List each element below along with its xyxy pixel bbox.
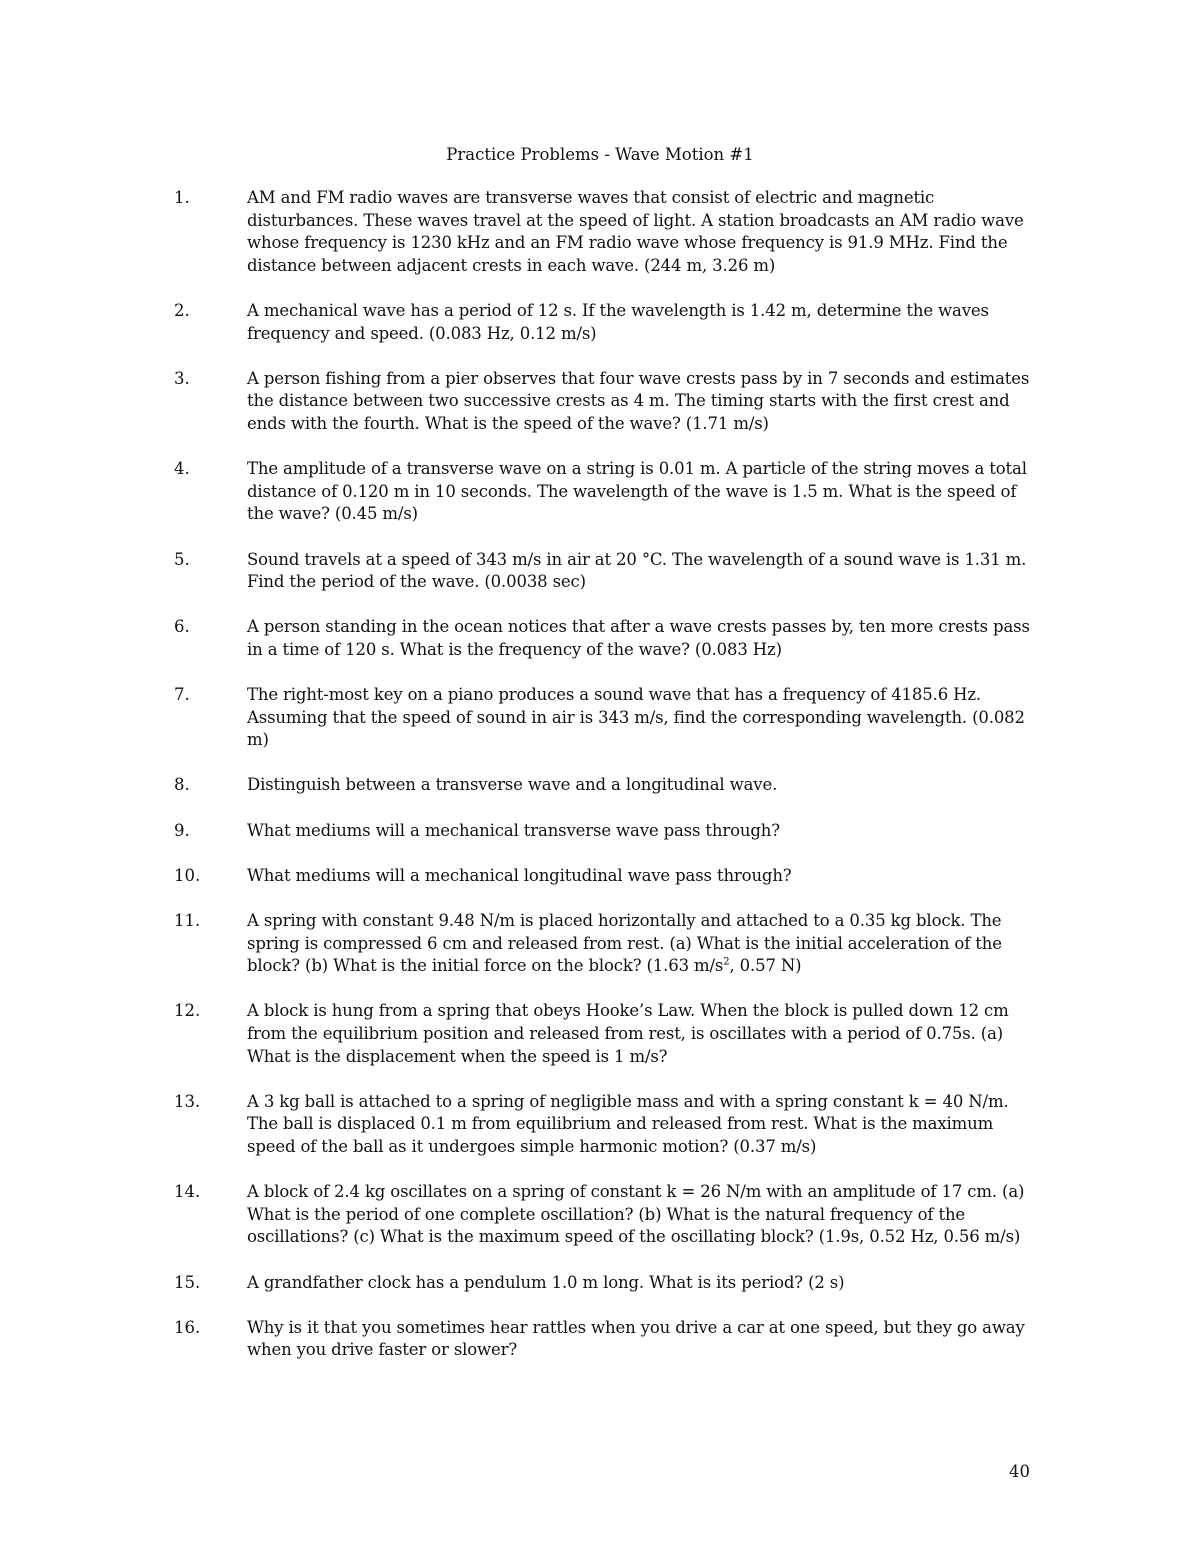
page-number: 40	[1009, 1462, 1030, 1481]
problem-text: A person fishing from a pier observes that four wave crests pass by in 7 seconds and estimates the distance between two successive crests as 4 m. The timing starts with the first crest and ends with the fourth. What is the speed of the wave? (1.71 m/s)	[247, 368, 1030, 433]
document-title: Practice Problems - Wave Motion #1	[446, 145, 754, 164]
problem-number: 6.	[174, 617, 190, 637]
problem-text: A 3 kg ball is attached to a spring of negligible mass and with a spring constant k = 40 N/m. The ball is displaced 0.1 m from equilibrium and released from rest. What is the maximum speed of the ball as it undergoes simple harmonic motion? (0.37 m/s)	[247, 1091, 1009, 1156]
problem-text	[247, 910, 1034, 978]
problem-text: What mediums will a mechanical longitudinal wave pass through?	[247, 865, 792, 885]
problem-number: 16.	[174, 1317, 201, 1337]
problem-number: 13.	[174, 1091, 201, 1111]
problem-9	[174, 820, 1034, 843]
problem-number: 3.	[174, 368, 190, 388]
problem-13	[174, 1091, 1034, 1159]
problem-number: 11.	[174, 911, 201, 930]
problem-text: Sound travels at a speed of 343 m/s in air at 20 °C. The wavelength of a sound wave is 1.31 m. Find the period of the wave. (0.0038 sec)	[247, 549, 1027, 592]
problem-number: 15.	[174, 1272, 201, 1292]
problem-number: 1.	[174, 188, 190, 207]
problem-4	[174, 458, 1034, 526]
problem-7	[174, 684, 1034, 752]
problem-12	[174, 1000, 1034, 1068]
problem-2	[174, 300, 1034, 345]
problem-number: 14.	[174, 1182, 201, 1202]
problem-number: 9.	[174, 820, 190, 840]
problem-text-part: , 0.57 N)	[729, 956, 802, 976]
problem-15	[174, 1272, 1034, 1295]
problem-number: 4.	[174, 459, 190, 479]
problem-number: 2.	[174, 300, 190, 320]
problem-5	[174, 549, 1034, 594]
problem-number: 5.	[174, 549, 190, 569]
problem-16	[174, 1317, 1034, 1362]
problem-text: A person standing in the ocean notices that after a wave crests passes by, ten more crests pass in a time of 120 s. What is the frequency of the wave? (0.083 Hz)	[247, 617, 1030, 659]
problem-number: 12.	[174, 1001, 201, 1021]
problem-list	[174, 187, 1034, 1384]
problem-text: A block is hung from a spring that obeys Hooke’s Law. When the block is pulled down 12 cm from the equilibrium position and released from rest, is oscillates with a period of 0.75s. (a) What is the displacement when the speed is 1 m/s?	[247, 1001, 1009, 1066]
problem-text: A block of 2.4 kg oscillates on a spring of constant k = 26 N/m with an amplitude of 17 cm. (a) What is the period of one complete oscillation? (b) What is the natural frequency of the oscillations? (c) What is the maximum speed of the oscillating block? (1.9s, 0.52 Hz, 0.56 m/s)	[247, 1182, 1025, 1247]
problem-text: What mediums will a mechanical transverse wave pass through?	[247, 820, 780, 840]
problem-text-part: A spring with constant 9.48 N/m is placed horizontally and attached to a 0.35 kg block. The spring is compressed 6 cm and released from rest. (a) What is the initial acceleration of the block? (b) What is the initial force on the block? (1.63 m/s	[247, 911, 1002, 976]
problem-text: Distinguish between a transverse wave and a longitudinal wave.	[247, 775, 778, 795]
problem-11	[174, 910, 1034, 978]
problem-text: The right-most key on a piano produces a sound wave that has a frequency of 4185.6 Hz. Assuming that the speed of sound in air is 343 m/s, find the corresponding wavelength. (0.082 m)	[247, 685, 1025, 750]
problem-6	[174, 616, 1034, 661]
problem-text: A mechanical wave has a period of 12 s. If the wavelength is 1.42 m, determine the waves frequency and speed. (0.083 Hz, 0.12 m/s)	[247, 300, 989, 343]
problem-10	[174, 865, 1034, 888]
superscript-exponent: 2	[723, 956, 730, 968]
problem-number: 8.	[174, 775, 190, 795]
problem-text: A grandfather clock has a pendulum 1.0 m long. What is its period? (2 s)	[247, 1272, 845, 1292]
problem-3	[174, 368, 1034, 436]
problem-text: The amplitude of a transverse wave on a string is 0.01 m. A particle of the string moves a total distance of 0.120 m in 10 seconds. The wavelength of the wave is 1.5 m. What is the speed of the wave? (0.45 m/s)	[247, 459, 1027, 524]
problem-14	[174, 1181, 1034, 1249]
problem-text: AM and FM radio waves are transverse waves that consist of electric and magnetic disturbances. These waves travel at the speed of light. A station broadcasts an AM radio wave whose frequency is 1230 kHz and an FM radio wave whose frequency is 91.9 MHz. Find the distance between adjacent crests in each wave. (244 m, 3.26 m)	[247, 188, 1024, 275]
problem-8	[174, 774, 1034, 797]
problem-1	[174, 187, 1034, 277]
problem-number: 10.	[174, 865, 201, 885]
problem-text: Why is it that you sometimes hear rattles when you drive a car at one speed, but they go away when you drive faster or slower?	[247, 1317, 1025, 1360]
problem-number: 7.	[174, 685, 190, 705]
